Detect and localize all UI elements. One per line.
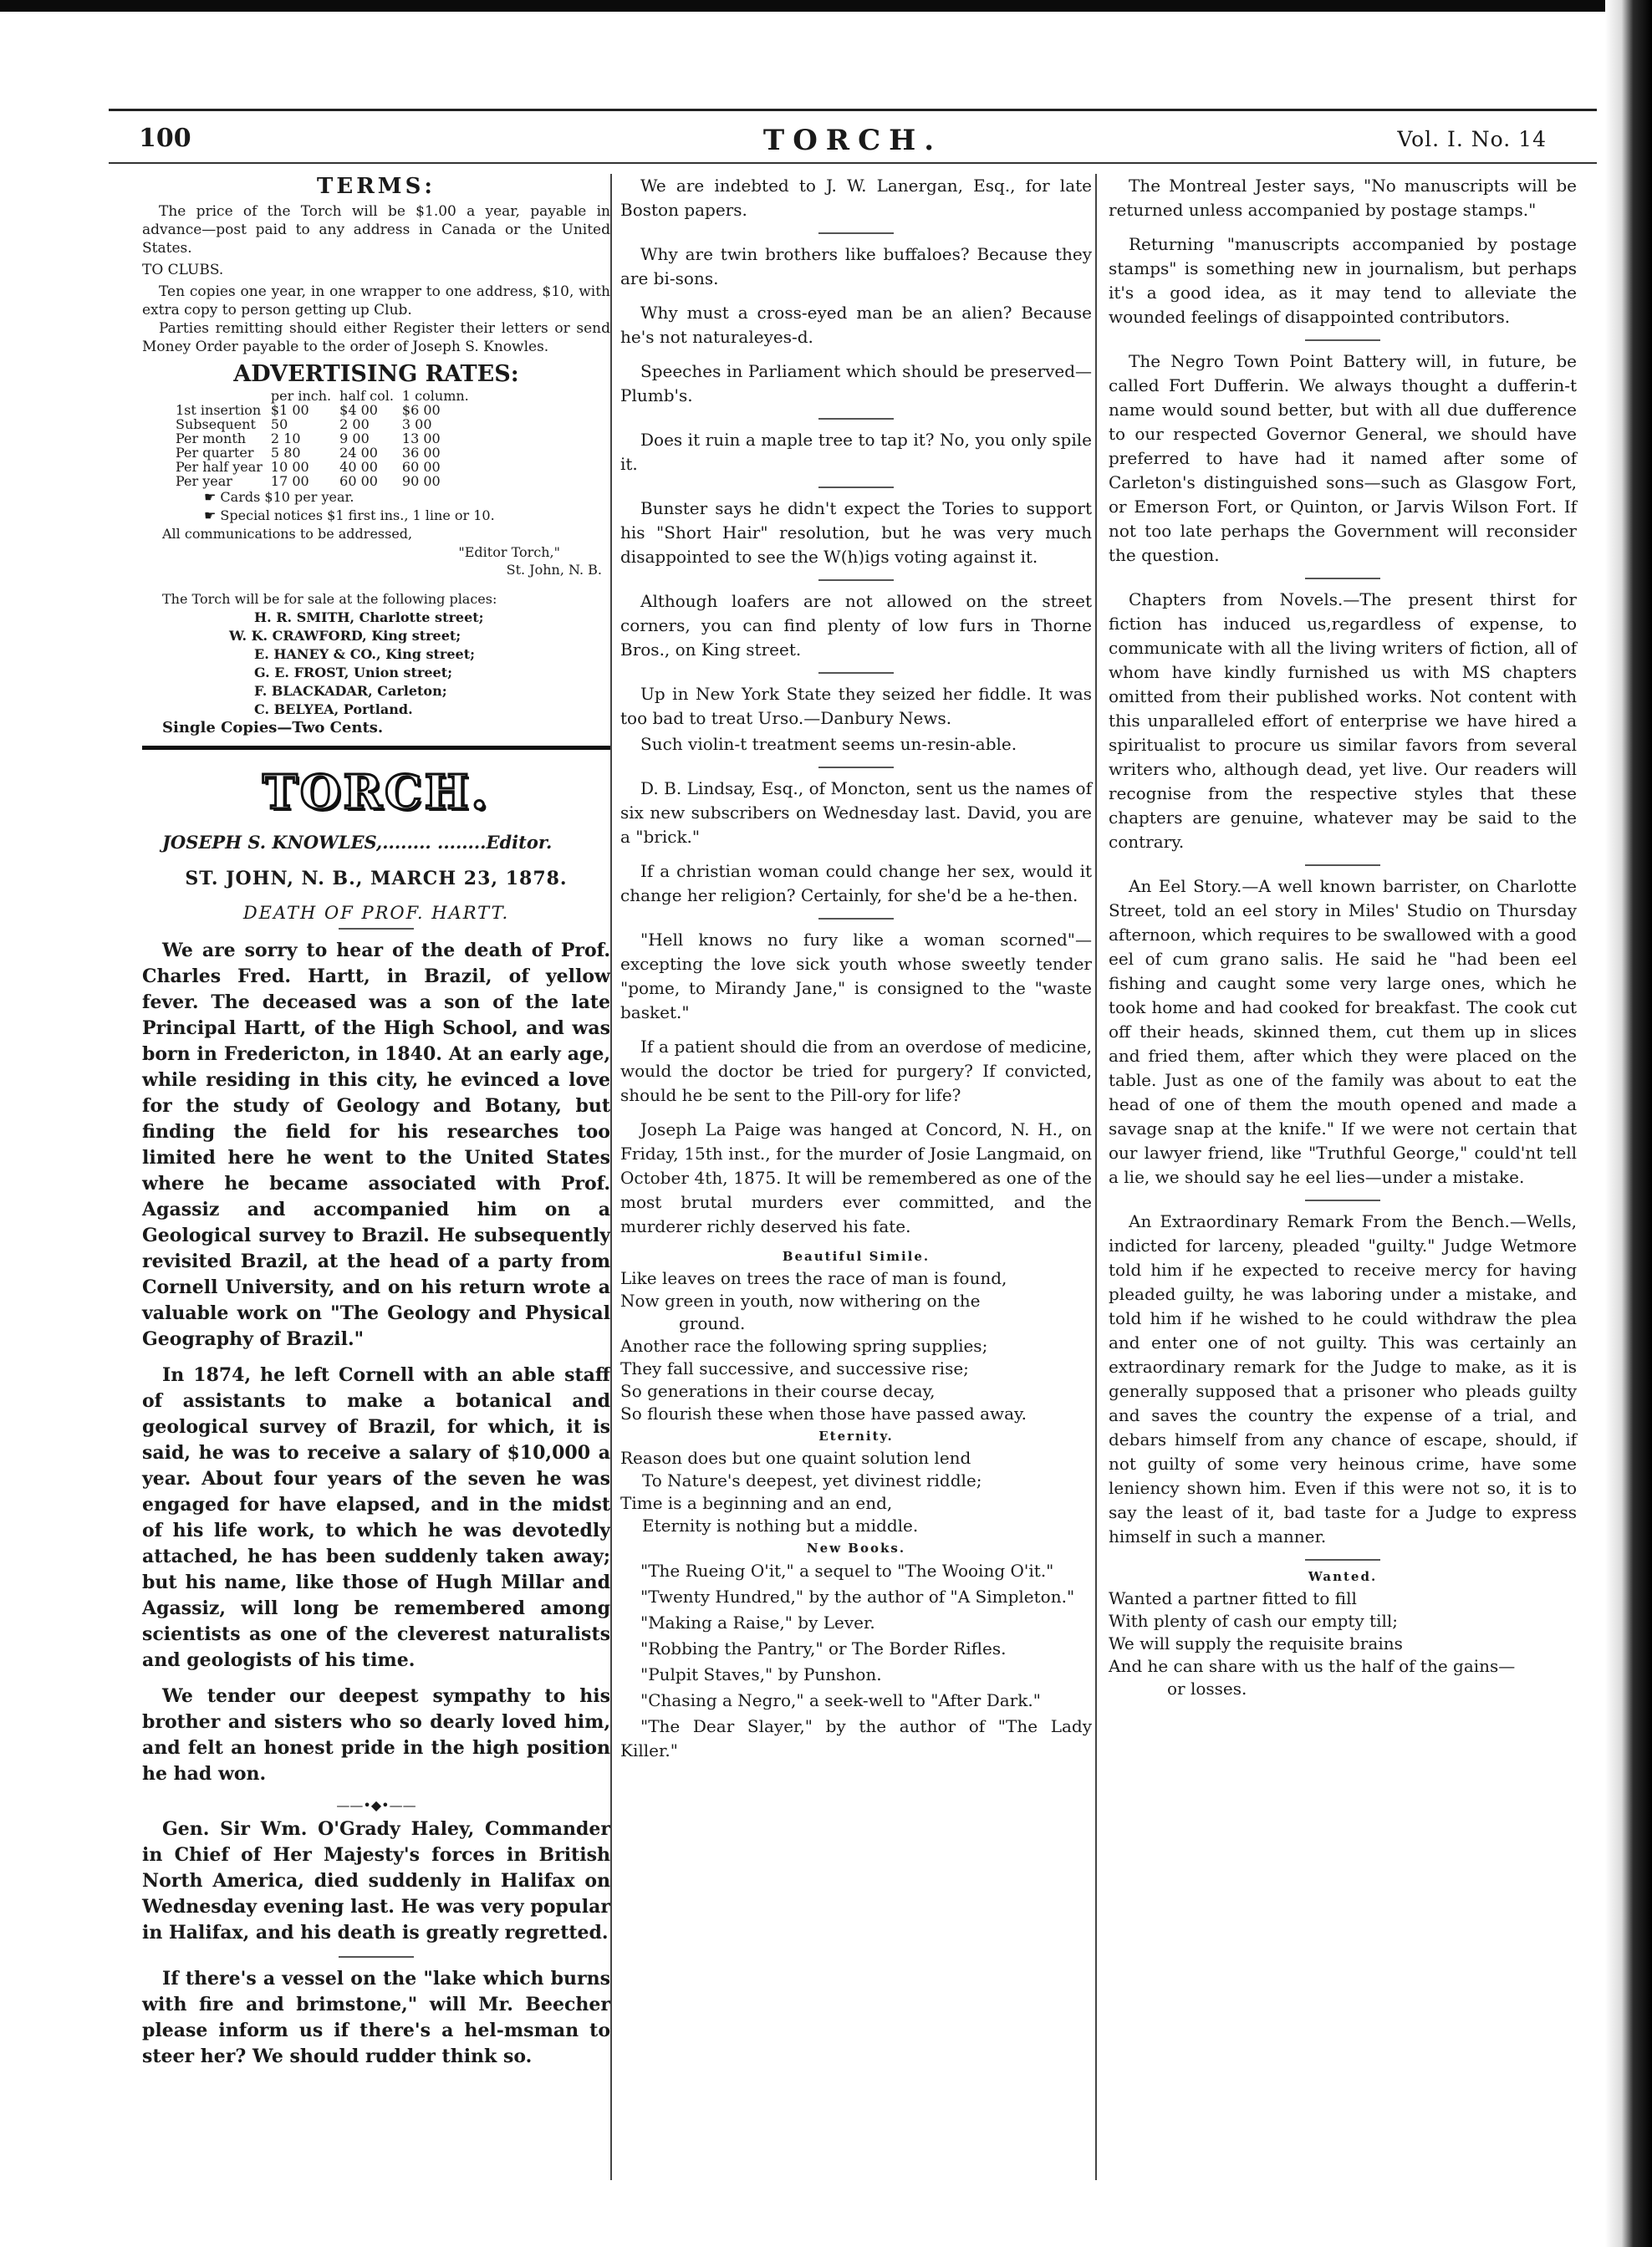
verse-line: Wanted a partner fitted to fill (1109, 1588, 1357, 1608)
clubs-text: Ten copies one year, in one wrapper to one address, $10, with extra copy to person getting up Club. (142, 283, 610, 318)
vendor-item: C. BELYEA, Portland. (254, 701, 413, 717)
lindsay-item: D. B. Lindsay, Esq., of Moncton, sent us the names of six new subscribers on Wednesday last. David, you are a "brick." (620, 778, 1092, 847)
column-1 (142, 174, 610, 2080)
rates-cell: Per year (176, 473, 232, 489)
column-3 (1109, 174, 1577, 1700)
rates-table (176, 389, 477, 488)
vendor-item: W. K. CRAWFORD, King street; (229, 628, 461, 644)
short-rule (818, 918, 894, 920)
rates-cell: $1 00 (270, 402, 309, 418)
verse-line: With plenty of cash our empty till; (1109, 1611, 1399, 1631)
book-item: "Chasing a Negro," a seek-well to "After Dark." (640, 1690, 1041, 1710)
book-item: "Making a Raise," by Lever. (640, 1613, 875, 1633)
haley-paragraph: Gen. Sir Wm. O'Grady Haley, Commander in Chief of Her Majesty's forces in British North America, died suddenly in Halifax on Wednesday evening last. He was very popular in Halifax, and his death is greatly regretted. (142, 1818, 610, 1944)
vendor-item: H. R. SMITH, Charlotte street; (254, 609, 484, 625)
rates-cell: 90 00 (401, 473, 441, 489)
rates-cell: $4 00 (339, 402, 378, 418)
verse-line: Eternity is nothing but a middle. (642, 1516, 919, 1536)
maple-item: Does it ruin a maple tree to tap it? No, you only spile it. (620, 430, 1092, 474)
short-rule (1305, 578, 1380, 579)
short-rule (818, 672, 894, 674)
fiddle-item: Up in New York State they seized her fiddle. It was too bad to treat Urso.—Danbury News. (620, 684, 1092, 728)
short-rule (1305, 1200, 1380, 1201)
vendor-item: F. BLACKADAR, Carleton; (254, 683, 447, 699)
terms-price: The price of the Torch will be $1.00 a year, payable in advance—post paid to any address in Canada or the United States. (142, 203, 610, 257)
rates-row (176, 431, 477, 446)
rates-cell: Subsequent (176, 416, 256, 432)
returning-item: Returning "manuscripts accompanied by postage stamps" is something new in journalism, but perhaps it's a good idea, as it may tend to alleviate the wounded feelings of disappointed contributors. (1109, 234, 1577, 327)
rates-header-cell: per inch. (270, 388, 332, 404)
column-2 (620, 174, 1092, 1765)
verse-line: And he can share with us the half of the gains— (1109, 1656, 1516, 1676)
rates-cell: 40 00 (339, 459, 378, 475)
rates-cell: 2 10 (270, 431, 301, 446)
vendor-item: E. HANEY & CO., King street; (254, 646, 475, 662)
header-rule (109, 162, 1597, 164)
short-rule (339, 1956, 414, 1958)
verse-line: So generations in their course decay, (620, 1381, 936, 1401)
verse-line: Another race the following spring supplies; (620, 1336, 988, 1356)
verse-line: Like leaves on trees the race of man is found, (620, 1268, 1007, 1288)
rates-cell: 60 00 (339, 473, 378, 489)
rates-cell: 3 00 (401, 416, 432, 432)
rates-header-row (176, 389, 477, 403)
rates-cell: 36 00 (401, 445, 441, 461)
page-number: 100 (139, 124, 191, 153)
remit-text: Parties remitting should either Register their letters or send Money Order payable to the order of Joseph S. Knowles. (142, 320, 610, 355)
rates-cell: 24 00 (339, 445, 378, 461)
rates-cell: 1st insertion (176, 402, 262, 418)
column-divider (610, 174, 612, 2180)
rates-cell: $6 00 (401, 402, 441, 418)
rates-cell: 5 80 (270, 445, 301, 461)
special-notices-note: ☛ Special notices $1 first ins., 1 line or 10. (204, 507, 495, 523)
book-item: "The Dear Slayer," by the author of "The Lady Killer." (620, 1716, 1092, 1760)
verse-line: Now green in youth, now withering on the (620, 1291, 981, 1311)
rates-cell: 2 00 (339, 416, 370, 432)
wanted-title: Wanted. (1308, 1569, 1378, 1584)
single-copies: Single Copies—Two Cents. (162, 719, 384, 736)
remark-item: An Extraordinary Remark From the Bench.—Wells, indicted for larceny, pleaded "guilty." Judge Wetmore told him if he expected to receive mercy for having pleaded guilty, he was laboring under a mistake, and told him if he wished to he could withdraw the plea and enter one of not guilty. This was certainly an extraordinary remark for the Judge to make, as it is generally supposed that a prisoner who pleads guilty and saves the country the expense of a trial, and debars himself from any chance of escape, should, if not guilty of some very heinous crime, have some leniency shown him. Even if this were not so, it is to say the least of it, bad taste for a Judge to express himself in such a manner. (1109, 1211, 1577, 1546)
book-item: "Robbing the Pantry," or The Border Rifles. (640, 1638, 1007, 1658)
volume-number: Vol. I. No. 14 (1397, 127, 1547, 151)
rates-header-cell: half col. (339, 388, 394, 404)
section-rule (142, 746, 610, 750)
lanergan-item: We are indebted to J. W. Lanergan, Esq., for late Boston papers. (620, 176, 1092, 220)
eternity-title: Eternity. (818, 1429, 894, 1444)
verse-line: So flourish these when those have passed away. (620, 1404, 1027, 1424)
rates-row (176, 417, 477, 431)
hartt-paragraph-3: We tender our deepest sympathy to his brother and sisters who so dearly loved him, and felt an honest pride in the high position he had won. (142, 1685, 610, 1785)
lapaige-item: Joseph La Paige was hanged at Concord, N. H., on Friday, 15th inst., for the murder of Josie Langmaid, on October 4th, 1875. It will be remembered as one of the most brutal murders ever committed, and the murderer richly deserved his fate. (620, 1119, 1092, 1236)
hartt-headline: DEATH OF PROF. HARTT. (242, 903, 510, 923)
jester-item: The Montreal Jester says, "No manuscripts will be returned unless accompanied by postage stamps." (1109, 176, 1577, 220)
short-rule (1305, 1559, 1380, 1561)
newspaper-page (109, 109, 1597, 2199)
verse-line: Time is a beginning and an end, (620, 1493, 893, 1513)
terms-title: TERMS: (317, 174, 436, 199)
address-line-1: "Editor Torch," (458, 544, 560, 560)
rates-row (176, 403, 477, 417)
simile-title: Beautiful Simile. (782, 1249, 931, 1264)
rates-cell: 9 00 (339, 431, 370, 446)
short-rule (339, 928, 414, 930)
short-rule (818, 579, 894, 581)
overdose-item: If a patient should die from an overdose of medicine, would the doctor be tried for purgery? If convicted, should he be sent to the Pill-ory for life? (620, 1037, 1092, 1105)
new-books-title: New Books. (806, 1541, 906, 1556)
short-rule (1305, 339, 1380, 341)
bunster-item: Bunster says he didn't expect the Tories to support his "Short Hair" resolution, but he was very much disappointed to see the W(h)igs voting against it. (620, 498, 1092, 567)
ornament-divider: ——•◆•—— (336, 1797, 416, 1813)
scan-top-border (0, 0, 1652, 12)
speeches-item: Speeches in Parliament which should be preserved—Plumb's. (620, 361, 1092, 405)
loafers-item: Although loafers are not allowed on the street corners, you can find plenty of low furs in Thorne Bros., on King street. (620, 591, 1092, 660)
rates-cell: 17 00 (270, 473, 309, 489)
rates-row (176, 460, 477, 474)
rates-cell: 13 00 (401, 431, 441, 446)
eel-item: An Eel Story.—A well known barrister, on Charlotte Street, told an eel story in Miles' Studio on Thursday afternoon, which requires to be swallowed with a good eel of cum grano salis. He said he "had been eel fishing and caught some very large ones, which he took home and had cooked for breakfast. The cook cut off their heads, skinned them, cut them up in slices and fried them, after which they were placed on the table. Just as one of the family was about to eat the head of one of them the mouth opened and made a savage snap at the knife." If we were not certain that our lawyer friend, like "Truthful George," could'nt tell a lie, we should say he eel lies—under a mistake. (1109, 876, 1577, 1187)
short-rule (1305, 864, 1380, 866)
column-divider (1095, 174, 1097, 2180)
twins-item: Why are twin brothers like buffaloes? Because they are bi-sons. (620, 244, 1092, 288)
beecher-paragraph: If there's a vessel on the "lake which burns with fire and brimstone," will Mr. Beecher please inform us if there's a hel-msman to steer her? We should rudder think so. (142, 1968, 610, 2067)
verse-line: We will supply the requisite brains (1109, 1633, 1403, 1653)
hartt-paragraph-1: We are sorry to hear of the death of Prof. Charles Fred. Hartt, in Brazil, of yellow fever. The deceased was a son of the late Principal Hartt, of the High School, and was born in Fredericton, in 1840. At an early age, while residing in this city, he evinced a love for the study of Geology and Botany, but finding the field for his researches too limited here he went to the United States where he became associated with Prof. Agassiz and accompanied him on a Geological survey to Brazil. He subsequently revisited Brazil, at the head of a party from Cornell University, and on his return wrote a valuable work on "The Geology and Physical Geography of Brazil." (142, 940, 610, 1350)
vendors-intro: The Torch will be for sale at the following places: (162, 591, 497, 607)
chapters-item: Chapters from Novels.—The present thirst for fiction has induced us,regardless of expense, to communicate with all the living writers of fiction, all of whom have kindly furnished us with MS chapters omitted from their published works. Not content with this unparalleled effort of enterprise we have hired a spiritualist to procure us similar favors from several writers who, although dead, yet live. Our readers will recognise from the respective styles that these chapters are genuine, whatever may be said to the contrary. (1109, 589, 1577, 852)
dateline: ST. JOHN, N. B., MARCH 23, 1878. (185, 868, 568, 889)
verse-line: Reason does but one quaint solution lend (620, 1448, 971, 1468)
rates-row (176, 446, 477, 460)
top-rule (109, 109, 1597, 111)
violin-item: Such violin-t treatment seems un-resin-able. (640, 734, 1017, 754)
cards-note: ☛ Cards $10 per year. (204, 489, 354, 505)
clubs-title: TO CLUBS. (142, 262, 224, 278)
advertising-title: ADVERTISING RATES: (233, 361, 519, 387)
hell-item: "Hell knows no fury like a woman scorned"—excepting the love sick youth whose sweetly tender "pome, to Mirandy Jane," is consigned to the "waste basket." (620, 930, 1092, 1022)
rates-cell: Per month (176, 431, 247, 446)
verse-line: ground. (679, 1313, 746, 1333)
rates-header-cell: 1 column. (401, 388, 469, 404)
hartt-paragraph-2: In 1874, he left Cornell with an able staff of assistants to make a botanical and geological survey of Brazil, for which, it is said, he was to receive a salary of $10,000 a year. About four years of the seven he was engaged for have elapsed, and in the midst of his life work, to which he was devotedly attached, he has been suddenly taken away; but his name, like those of Hugh Millar and Agassiz, will long be remembered among scientists as one of the cleverest naturalists and geologists of his time. (142, 1364, 610, 1671)
battery-item: The Negro Town Point Battery will, in future, be called Fort Dufferin. We always thought a dufferin-t name would sound better, but with all due dufference to our respected Governor General, we should have preferred to have had it named after some of Carleton's distinguished sons—such as Glasgow Fort, or Emerson Fort, or Quinton, or Jarvis Wilson Fort. If not too late perhaps the Government will reconsider the question. (1109, 351, 1577, 565)
book-item: "Twenty Hundred," by the author of "A Simpleton." (640, 1587, 1075, 1607)
short-rule (818, 232, 894, 234)
short-rule (818, 487, 894, 488)
address-line-2: St. John, N. B. (506, 562, 602, 578)
christian-item: If a christian woman could change her sex, would it change her religion? Certainly, for she'd be a he-then. (620, 861, 1092, 905)
crosseyed-item: Why must a cross-eyed man be an alien? Because he's not naturaleyes-d. (620, 303, 1092, 347)
rates-cell: Per quarter (176, 445, 254, 461)
verse-line: They fall successive, and successive rise; (620, 1358, 969, 1378)
book-item: "Pulpit Staves," by Punshon. (640, 1664, 882, 1684)
rates-cell: 50 (270, 416, 288, 432)
rates-row (176, 474, 477, 488)
page-header (109, 124, 1597, 166)
short-rule (818, 767, 894, 768)
vendor-item: G. E. FROST, Union street; (254, 665, 453, 680)
nameplate-torch: TORCH. (263, 765, 490, 820)
verse-line: To Nature's deepest, yet divinest riddle; (642, 1470, 982, 1490)
book-item: "The Rueing O'it," a sequel to "The Wooing O'it." (640, 1561, 1054, 1581)
rates-cell: 60 00 (401, 459, 441, 475)
rates-cell: 10 00 (270, 459, 309, 475)
verse-line: or losses. (1167, 1679, 1247, 1699)
short-rule (818, 418, 894, 420)
scan-right-edge (1605, 0, 1652, 2247)
rates-header-cell (176, 389, 271, 403)
running-masthead: TORCH. (762, 124, 943, 157)
rates-cell: Per half year (176, 459, 263, 475)
editor-line: JOSEPH S. KNOWLES,........ ........Editor. (162, 832, 553, 853)
address-intro: All communications to be addressed, (162, 526, 413, 542)
